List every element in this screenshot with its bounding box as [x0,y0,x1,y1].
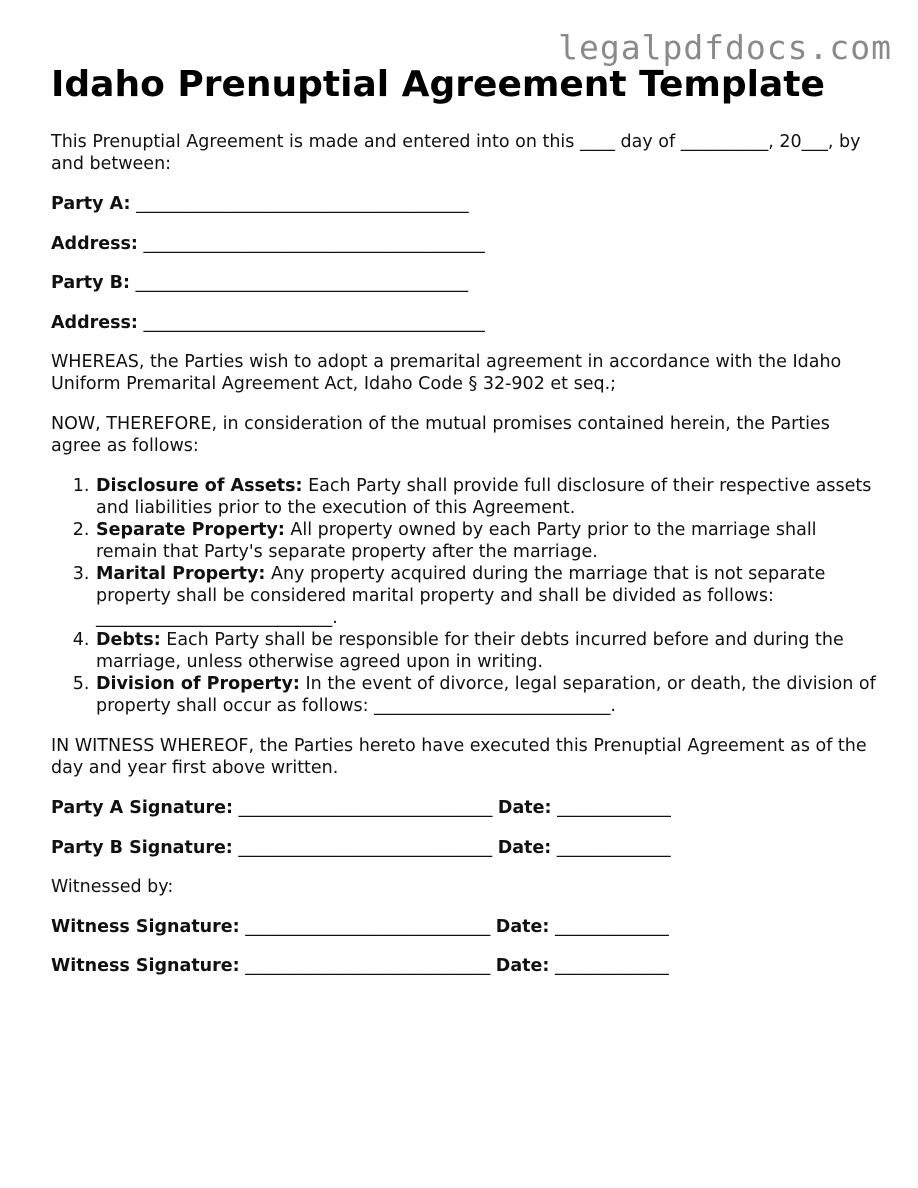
party-a-signature-label: Party A Signature: [51,798,234,818]
term-text: In the event of divorce, legal separation, or death, the division of property shall occur as follows: ___________________________. [96,674,876,716]
party-a-signature-blank[interactable]: _____________________________ [238,798,493,818]
witnessed-by-label: Witnessed by: [51,877,174,897]
term-text: Each Party shall be responsible for their debts incurred before and during the marriage, unless otherwise agreed upon in writing. [96,630,844,672]
document-body [51,131,881,995]
party-a-field [51,193,881,215]
term-item [95,519,881,563]
party-a-date-label: Date: [497,798,552,818]
term-text: All property owned by each Party prior to the marriage shall remain that Party's separate property after the marriage. [96,520,817,562]
witness-2-signature-blank[interactable]: ____________________________ [245,956,491,976]
term-item [95,629,881,673]
watermark: legalpdfdocs.com [558,28,892,67]
address-a-blank[interactable]: _______________________________________ [143,233,485,254]
witness-1-signature-blank[interactable]: ____________________________ [245,916,491,937]
witness-1-date-label: Date: [495,916,550,937]
address-b-blank[interactable]: _______________________________________ [143,312,485,333]
party-a-blank[interactable]: ______________________________________ [136,194,469,214]
term-heading: Marital Property: [96,564,266,584]
witness-1-signature-row [51,916,881,938]
party-a-signature-row [51,797,881,819]
witness-2-date-label: Date: [495,956,550,976]
witness-2-signature-row [51,955,881,977]
term-heading: Division of Property: [96,674,300,694]
party-b-date-label: Date: [497,837,552,858]
party-a-date-blank[interactable]: _____________ [557,798,671,818]
party-a-label: Party A: [51,194,131,214]
party-b-label: Party B: [51,273,130,293]
now-therefore-paragraph: NOW, THEREFORE, in consideration of the mutual promises contained herein, the Parties agree as follows: [51,414,830,456]
term-heading: Debts: [96,630,161,650]
party-b-date-blank[interactable]: _____________ [556,837,671,858]
term-text: Any property acquired during the marriage that is not separate property shall be considered marital property and shall be divided as follows: ___________________________. [96,564,826,628]
term-text: Each Party shall provide full disclosure of their respective assets and liabilities prior to the execution of this Agreement. [96,476,872,518]
term-heading: Separate Property: [96,520,285,540]
witness-2-signature-label: Witness Signature: [51,956,240,976]
terms-list [51,475,881,717]
party-b-signature-label: Party B Signature: [51,837,233,858]
address-a-label: Address: [51,233,138,254]
whereas-paragraph: WHEREAS, the Parties wish to adopt a premarital agreement in accordance with the Idaho Uniform Premarital Agreement Act, Idaho Code § 32-902 et seq.; [51,352,842,394]
witness-1-signature-label: Witness Signature: [51,916,240,937]
party-b-blank[interactable]: ______________________________________ [135,273,469,293]
party-b-signature-blank[interactable]: _____________________________ [238,837,493,858]
party-b-field [51,272,881,294]
witness-2-date-blank[interactable]: _____________ [554,956,669,976]
witness-whereof-paragraph: IN WITNESS WHEREOF, the Parties hereto have executed this Prenuptial Agreement as of the day and year first above written. [51,736,867,778]
address-b-label: Address: [51,312,138,333]
address-b-field [51,312,881,334]
party-b-signature-row [51,837,881,859]
term-item [95,563,881,629]
intro-paragraph: This Prenuptial Agreement is made and entered into on this ____ day of __________, 20___, by and between: [51,132,861,174]
term-heading: Disclosure of Assets: [96,476,303,496]
term-item [95,673,881,717]
page-title: Idaho Prenuptial Agreement Template [51,64,825,105]
term-item [95,475,881,519]
witness-1-date-blank[interactable]: _____________ [554,916,669,937]
address-a-field [51,233,881,255]
